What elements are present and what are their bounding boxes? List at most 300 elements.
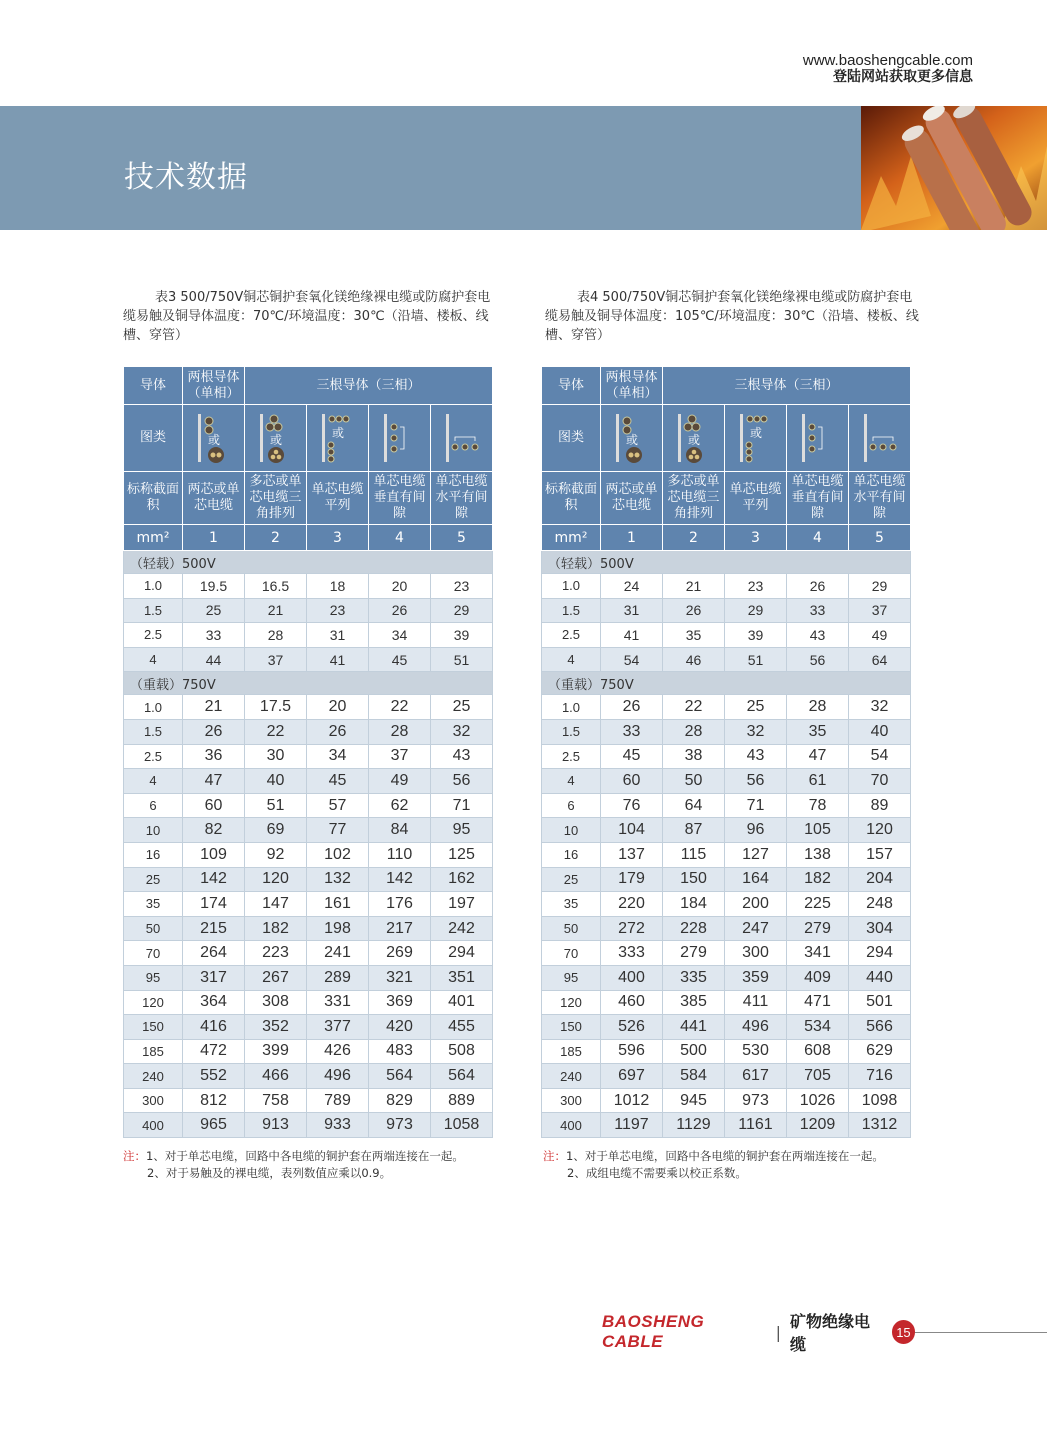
cell-area: 4	[124, 769, 183, 794]
cell-value: 43	[431, 744, 493, 769]
cell-value: 39	[431, 623, 493, 648]
cell-value: 269	[369, 941, 431, 966]
heavy-load-label: （重载）750V	[124, 672, 493, 695]
cell-value: 21	[663, 574, 725, 599]
cell-area: 35	[542, 892, 601, 917]
cell-value: 40	[245, 769, 307, 794]
diagram-2	[663, 405, 725, 472]
table-row	[542, 793, 911, 818]
cell-value: 197	[431, 892, 493, 917]
cell-value: 973	[369, 1113, 431, 1138]
table-row	[124, 647, 493, 672]
col-4-label: 单芯电缆垂直有间隙	[787, 472, 849, 525]
cell-value: 608	[787, 1039, 849, 1064]
cell-area: 150	[124, 1015, 183, 1040]
cell-value: 105	[787, 818, 849, 843]
cell-value: 426	[307, 1039, 369, 1064]
cell-value: 102	[307, 842, 369, 867]
cell-value: 933	[307, 1113, 369, 1138]
table-row	[124, 1015, 493, 1040]
cell-value: 45	[601, 744, 663, 769]
diagram-4	[787, 405, 849, 472]
cell-value: 242	[431, 916, 493, 941]
cell-area: 1.5	[124, 719, 183, 744]
col-conductor: 导体	[542, 367, 601, 405]
cell-value: 359	[725, 965, 787, 990]
col-three-conductors: 三根导体（三相）	[663, 367, 911, 405]
cell-value: 23	[431, 574, 493, 599]
table-row	[124, 1039, 493, 1064]
cell-value: 248	[849, 892, 911, 917]
cell-value: 29	[431, 598, 493, 623]
table-row	[542, 574, 911, 599]
cell-area: 50	[542, 916, 601, 941]
cell-value: 150	[663, 867, 725, 892]
note-2: 2、成组电缆不需要乘以校正系数。	[567, 1166, 747, 1180]
diagram-3	[725, 405, 787, 472]
table-row	[124, 598, 493, 623]
table-row	[124, 990, 493, 1015]
cell-value: 272	[601, 916, 663, 941]
cell-value: 501	[849, 990, 911, 1015]
cell-value: 228	[663, 916, 725, 941]
cell-value: 705	[787, 1064, 849, 1089]
page-number: 15	[892, 1320, 915, 1344]
cell-value: 1098	[849, 1088, 911, 1113]
cell-area: 95	[542, 965, 601, 990]
cell-value: 182	[245, 916, 307, 941]
cell-value: 20	[307, 695, 369, 720]
table4	[541, 366, 911, 1138]
table-row	[542, 769, 911, 794]
diagram-5	[849, 405, 911, 472]
svg-text:或: 或	[687, 433, 700, 447]
cell-area: 6	[542, 793, 601, 818]
table-row	[542, 1039, 911, 1064]
table-row	[542, 1015, 911, 1040]
light-load-rows	[542, 551, 911, 672]
cell-value: 57	[307, 793, 369, 818]
cell-value: 24	[601, 574, 663, 599]
cell-value: 43	[725, 744, 787, 769]
cell-value: 76	[601, 793, 663, 818]
cell-value: 179	[601, 867, 663, 892]
cell-value: 241	[307, 941, 369, 966]
cell-value: 157	[849, 842, 911, 867]
page-title: 技术数据	[124, 160, 248, 195]
table-row	[124, 1088, 493, 1113]
table-row	[124, 842, 493, 867]
cell-value: 62	[369, 793, 431, 818]
cell-value: 1026	[787, 1088, 849, 1113]
cell-area: 70	[124, 941, 183, 966]
col-3-label: 单芯电缆平列	[725, 472, 787, 525]
cell-value: 697	[601, 1064, 663, 1089]
table-row	[124, 965, 493, 990]
cell-area: 16	[124, 842, 183, 867]
table-row	[542, 647, 911, 672]
horizontal-spaced-diagram-icon	[858, 411, 902, 465]
cell-value: 552	[183, 1064, 245, 1089]
flat-diagram-icon	[734, 411, 778, 465]
cell-value: 69	[245, 818, 307, 843]
col-num-1: 1	[601, 525, 663, 551]
cell-value: 120	[245, 867, 307, 892]
cell-area: 240	[124, 1064, 183, 1089]
cell-value: 49	[849, 623, 911, 648]
cell-value: 530	[725, 1039, 787, 1064]
cell-value: 564	[431, 1064, 493, 1089]
cell-value: 534	[787, 1015, 849, 1040]
cell-value: 399	[245, 1039, 307, 1064]
cell-value: 460	[601, 990, 663, 1015]
cell-value: 400	[601, 965, 663, 990]
cell-value: 198	[307, 916, 369, 941]
cell-value: 225	[787, 892, 849, 917]
cell-value: 1161	[725, 1113, 787, 1138]
cell-value: 30	[245, 744, 307, 769]
table-row	[542, 744, 911, 769]
cell-value: 25	[725, 695, 787, 720]
cell-value: 716	[849, 1064, 911, 1089]
cell-value: 889	[431, 1088, 493, 1113]
cell-value: 500	[663, 1039, 725, 1064]
cell-area: 10	[542, 818, 601, 843]
cell-area: 185	[124, 1039, 183, 1064]
cell-value: 56	[725, 769, 787, 794]
table-row	[124, 793, 493, 818]
cell-value: 60	[601, 769, 663, 794]
cell-value: 51	[725, 647, 787, 672]
svg-text:或: 或	[269, 433, 282, 447]
cell-value: 142	[183, 867, 245, 892]
cell-value: 47	[787, 744, 849, 769]
cell-value: 466	[245, 1064, 307, 1089]
table-row	[124, 916, 493, 941]
cell-value: 308	[245, 990, 307, 1015]
trefoil-diagram-icon	[672, 411, 716, 465]
cell-value: 945	[663, 1088, 725, 1113]
unit-label: mm²	[542, 525, 601, 551]
cell-value: 109	[183, 842, 245, 867]
cell-value: 176	[369, 892, 431, 917]
cell-value: 596	[601, 1039, 663, 1064]
cell-value: 26	[663, 598, 725, 623]
cell-area: 70	[542, 941, 601, 966]
cell-value: 352	[245, 1015, 307, 1040]
cell-value: 331	[307, 990, 369, 1015]
cell-area: 25	[124, 867, 183, 892]
cell-value: 204	[849, 867, 911, 892]
col-num-4: 4	[369, 525, 431, 551]
cell-value: 78	[787, 793, 849, 818]
cell-value: 1058	[431, 1113, 493, 1138]
table-row	[124, 719, 493, 744]
footer-rule	[915, 1332, 1047, 1333]
cell-value: 483	[369, 1039, 431, 1064]
cell-value: 267	[245, 965, 307, 990]
table-row	[124, 574, 493, 599]
cell-value: 416	[183, 1015, 245, 1040]
cell-value: 77	[307, 818, 369, 843]
table-row	[542, 818, 911, 843]
cell-value: 526	[601, 1015, 663, 1040]
cell-value: 33	[601, 719, 663, 744]
col-4-label: 单芯电缆垂直有间隙	[369, 472, 431, 525]
cell-area: 2.5	[124, 744, 183, 769]
cell-value: 1012	[601, 1088, 663, 1113]
cell-value: 184	[663, 892, 725, 917]
cell-value: 401	[431, 990, 493, 1015]
table-row	[124, 695, 493, 720]
cell-value: 92	[245, 842, 307, 867]
website-subtitle: 登陆网站获取更多信息	[833, 69, 973, 85]
svg-text:或: 或	[207, 433, 220, 447]
col-num-1: 1	[183, 525, 245, 551]
cell-area: 300	[542, 1088, 601, 1113]
diagram-3	[307, 405, 369, 472]
col-3-label: 单芯电缆平列	[307, 472, 369, 525]
table-row	[542, 719, 911, 744]
col-two-conductors: 两根导体（单相）	[601, 367, 663, 405]
cell-value: 89	[849, 793, 911, 818]
cell-value: 174	[183, 892, 245, 917]
cell-value: 1209	[787, 1113, 849, 1138]
cell-area: 400	[124, 1113, 183, 1138]
cell-value: 1129	[663, 1113, 725, 1138]
cell-value: 28	[663, 719, 725, 744]
cell-value: 45	[369, 647, 431, 672]
cell-value: 56	[431, 769, 493, 794]
cell-area: 2.5	[542, 623, 601, 648]
cell-area: 300	[124, 1088, 183, 1113]
cell-value: 20	[369, 574, 431, 599]
cell-value: 29	[849, 574, 911, 599]
cell-value: 420	[369, 1015, 431, 1040]
table-row	[542, 1113, 911, 1138]
cell-area: 240	[542, 1064, 601, 1089]
table-row	[124, 1064, 493, 1089]
cell-value: 23	[307, 598, 369, 623]
cell-value: 217	[369, 916, 431, 941]
col-two-conductors: 两根导体（单相）	[183, 367, 245, 405]
cell-value: 496	[307, 1064, 369, 1089]
table-row	[124, 744, 493, 769]
cell-value: 35	[787, 719, 849, 744]
cell-area: 16	[542, 842, 601, 867]
cell-area: 120	[124, 990, 183, 1015]
table-row	[542, 892, 911, 917]
table-row	[542, 695, 911, 720]
cable-fire-photo	[861, 106, 1047, 230]
brand-name: BAOSHENG CABLE	[602, 1312, 705, 1351]
light-load-label: （轻载）500V	[124, 551, 493, 574]
cell-value: 41	[307, 647, 369, 672]
cell-value: 71	[725, 793, 787, 818]
cell-value: 41	[601, 623, 663, 648]
cell-value: 21	[245, 598, 307, 623]
cell-value: 32	[725, 719, 787, 744]
cell-value: 279	[663, 941, 725, 966]
col-num-5: 5	[431, 525, 493, 551]
cell-value: 127	[725, 842, 787, 867]
cell-area: 1.0	[124, 695, 183, 720]
cell-value: 411	[725, 990, 787, 1015]
cell-value: 22	[245, 719, 307, 744]
table3	[123, 366, 493, 1138]
cell-value: 829	[369, 1088, 431, 1113]
cell-value: 50	[663, 769, 725, 794]
cell-value: 132	[307, 867, 369, 892]
cell-value: 200	[725, 892, 787, 917]
cell-value: 913	[245, 1113, 307, 1138]
cell-value: 84	[369, 818, 431, 843]
table-row	[124, 1113, 493, 1138]
cell-value: 508	[431, 1039, 493, 1064]
cell-value: 56	[787, 647, 849, 672]
cell-value: 321	[369, 965, 431, 990]
cell-area: 2.5	[542, 744, 601, 769]
cell-area: 6	[124, 793, 183, 818]
heavy-load-label: （重载）750V	[542, 672, 911, 695]
col-2-label: 多芯或单芯电缆三角排列	[245, 472, 307, 525]
svg-text:或: 或	[331, 426, 344, 440]
col-conductor: 导体	[124, 367, 183, 405]
cell-value: 115	[663, 842, 725, 867]
cell-value: 64	[849, 647, 911, 672]
two-core-diagram-icon	[192, 411, 236, 465]
diagram-1	[183, 405, 245, 472]
light-load-label: （轻载）500V	[542, 551, 911, 574]
cell-value: 472	[183, 1039, 245, 1064]
cell-value: 26	[369, 598, 431, 623]
diagram-2	[245, 405, 307, 472]
table-row	[124, 818, 493, 843]
cell-value: 758	[245, 1088, 307, 1113]
row-diagram-label: 图类	[542, 405, 601, 472]
cell-area: 95	[124, 965, 183, 990]
cell-value: 125	[431, 842, 493, 867]
cell-value: 264	[183, 941, 245, 966]
table-row	[542, 1088, 911, 1113]
cell-value: 294	[849, 941, 911, 966]
cell-value: 247	[725, 916, 787, 941]
cell-value: 564	[369, 1064, 431, 1089]
cell-area: 50	[124, 916, 183, 941]
cell-value: 54	[601, 647, 663, 672]
cell-value: 19.5	[183, 574, 245, 599]
cell-value: 32	[431, 719, 493, 744]
row-diagram-label: 图类	[124, 405, 183, 472]
note-2: 2、对于易触及的裸电缆，表列数值应乘以0.9。	[147, 1166, 392, 1180]
light-load-rows	[124, 551, 493, 672]
cell-value: 70	[849, 769, 911, 794]
cell-value: 61	[787, 769, 849, 794]
cell-value: 39	[725, 623, 787, 648]
cell-value: 223	[245, 941, 307, 966]
cell-value: 34	[369, 623, 431, 648]
table-row	[124, 623, 493, 648]
cell-value: 18	[307, 574, 369, 599]
cell-area: 35	[124, 892, 183, 917]
two-core-diagram-icon	[610, 411, 654, 465]
cell-value: 441	[663, 1015, 725, 1040]
cell-value: 51	[245, 793, 307, 818]
footer	[602, 1309, 1047, 1355]
cell-value: 162	[431, 867, 493, 892]
col-1-label: 两芯或单芯电缆	[601, 472, 663, 525]
product-name: 矿物绝缘电缆	[789, 1312, 870, 1354]
cell-value: 364	[183, 990, 245, 1015]
cell-area: 185	[542, 1039, 601, 1064]
cell-value: 31	[307, 623, 369, 648]
cell-value: 49	[369, 769, 431, 794]
cell-value: 1312	[849, 1113, 911, 1138]
cell-value: 96	[725, 818, 787, 843]
cell-value: 47	[183, 769, 245, 794]
cell-value: 33	[183, 623, 245, 648]
diagram-4	[369, 405, 431, 472]
col-area: 标称截面积	[542, 472, 601, 525]
cell-value: 38	[663, 744, 725, 769]
col-2-label: 多芯或单芯电缆三角排列	[663, 472, 725, 525]
cell-value: 37	[245, 647, 307, 672]
cell-value: 51	[431, 647, 493, 672]
cell-value: 965	[183, 1113, 245, 1138]
cell-value: 17.5	[245, 695, 307, 720]
table3-notes	[123, 1148, 464, 1182]
table-row	[124, 892, 493, 917]
cell-value: 25	[183, 598, 245, 623]
table-row	[542, 598, 911, 623]
table-row	[542, 965, 911, 990]
vertical-spaced-diagram-icon	[796, 411, 840, 465]
cell-value: 104	[601, 818, 663, 843]
cell-value: 29	[725, 598, 787, 623]
col-three-conductors: 三根导体（三相）	[245, 367, 493, 405]
table-row	[542, 941, 911, 966]
cell-value: 341	[787, 941, 849, 966]
table-row	[542, 842, 911, 867]
cell-value: 584	[663, 1064, 725, 1089]
cell-area: 4	[124, 647, 183, 672]
table4-caption: 表4 500/750V铜芯铜护套氧化镁绝缘裸电缆或防腐护套电缆易触及铜导体温度：105℃/环境温度：30℃（沿墙、楼板、线槽、穿管）	[545, 290, 919, 343]
cell-value: 16.5	[245, 574, 307, 599]
cell-value: 161	[307, 892, 369, 917]
table4-notes	[543, 1148, 884, 1182]
cell-area: 10	[124, 818, 183, 843]
cell-value: 440	[849, 965, 911, 990]
cell-area: 1.0	[542, 574, 601, 599]
cell-value: 23	[725, 574, 787, 599]
table-row	[542, 1064, 911, 1089]
cell-value: 304	[849, 916, 911, 941]
note-1: 1、对于单芯电缆，回路中各电缆的铜护套在两端连接在一起。	[566, 1149, 884, 1163]
cell-value: 46	[663, 647, 725, 672]
cell-value: 71	[431, 793, 493, 818]
col-num-3: 3	[307, 525, 369, 551]
title-banner	[0, 106, 1047, 230]
cell-area: 1.5	[124, 598, 183, 623]
website-link[interactable]: www.baoshengcable.com	[802, 52, 973, 69]
cell-area: 4	[542, 769, 601, 794]
horizontal-spaced-diagram-icon	[440, 411, 484, 465]
cell-value: 82	[183, 818, 245, 843]
cell-value: 110	[369, 842, 431, 867]
cell-area: 150	[542, 1015, 601, 1040]
cell-value: 37	[849, 598, 911, 623]
cell-value: 409	[787, 965, 849, 990]
